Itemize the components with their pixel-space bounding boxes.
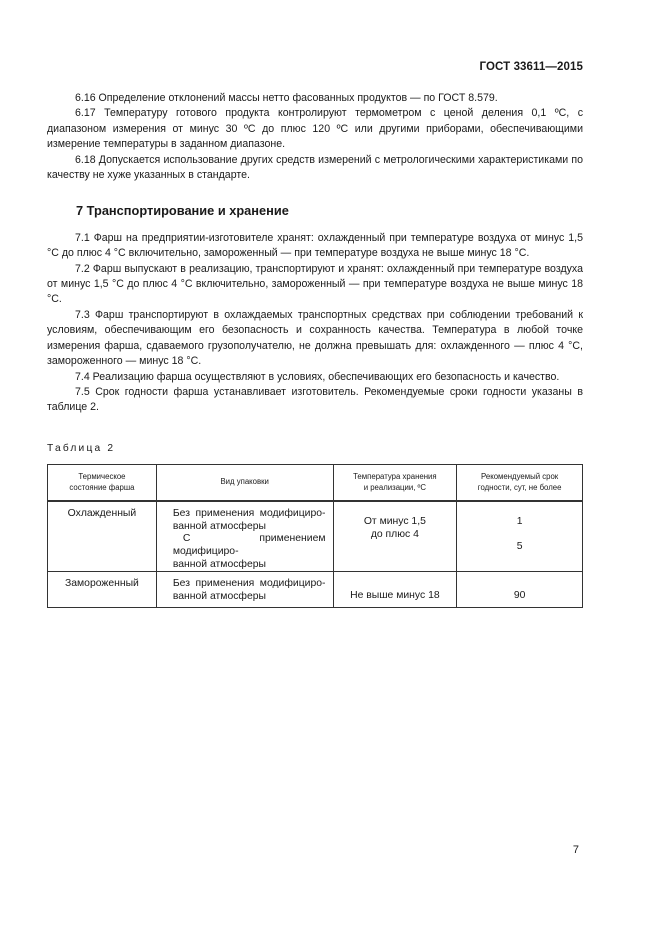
page-number: 7 [572, 844, 579, 856]
paragraph-6-17: 6.17 Температуру готового продукта контролируют термометром с ценой деления 0,1 ºС, с диапазоном измерения от минус 30 ºС до плюс 120 ºС или другими приборами, обеспечивающими измерение температуры в заданном диапазоне. [47, 107, 583, 151]
cell-packaging: Без применения модифициро- ванной атмосферы [156, 572, 333, 608]
paragraph-7-3: 7.3 Фарш транспортируют в охлаждаемых транспортных средствах при соблюдении требований к условиям, обеспечивающим его безопасность и сохранность качества. Температура в любой точке измерения фарша, сдаваемого грузополучателю, не должна превышать для: охлажденного — плюс 4 °С, замороженного — минус 18 °С. [47, 308, 583, 368]
cell-packaging: Без применения модифициро- ванной атмосферы С применением модифициро- ванной атмосферы [156, 501, 333, 571]
paragraph-7-5: 7.5 Срок годности фарша устанавливает изготовитель. Рекомендуемые сроки годности указаны в таблице 2. [47, 385, 583, 414]
cell-temperature: Не выше минус 18 [333, 572, 457, 608]
cell-state: Охлажденный [48, 501, 157, 571]
header-temperature: Температура хранения и реализации, ºС [333, 465, 457, 502]
document-body [47, 91, 583, 608]
paragraph-7-4: 7.4 Реализацию фарша осуществляют в условиях, обеспечивающих его безопасность и качество. [75, 370, 560, 383]
paragraph-7-2: 7.2 Фарш выпускают в реализацию, транспортируют и хранят: охлажденный при температуре воздуха от минус 1,5 °С до плюс 4 °С включительно, замороженный — при температуре воздуха не выше минус 18 °С. [47, 262, 583, 306]
paragraph-6-16: 6.16 Определение отклонений массы нетто фасованных продуктов — по ГОСТ 8.579. [75, 92, 498, 104]
page-header-standard: ГОСТ 33611—2015 [479, 61, 583, 73]
table-caption: Таблица 2 [47, 442, 116, 454]
cell-shelf-life: 1 5 [457, 501, 583, 571]
table-row [48, 501, 583, 571]
table-row [48, 572, 583, 608]
header-packaging: Вид упаковки [156, 465, 333, 502]
paragraph-7-1: 7.1 Фарш на предприятии-изготовителе хранят: охлажденный при температуре воздуха от минус 1,5 °С до плюс 4 °С включительно, замороженный — при температуре воздуха не выше минус 18 °С. [47, 231, 583, 260]
cell-temperature: От минус 1,5 до плюс 4 [333, 501, 457, 571]
paragraph-6-18: 6.18 Допускается использование других средств измерений с метрологическими характеристиками по качеству не хуже указанных в стандарте. [47, 153, 583, 182]
section-title: 7 Транспортирование и хранение [76, 203, 289, 219]
header-state: Термическое состояние фарша [48, 465, 157, 502]
header-shelf-life: Рекомендуемый срок годности, сут, не более [457, 465, 583, 502]
cell-shelf-life: 90 [457, 572, 583, 608]
cell-state: Замороженный [48, 572, 157, 608]
storage-table [47, 464, 583, 608]
table-header-row [48, 465, 583, 502]
